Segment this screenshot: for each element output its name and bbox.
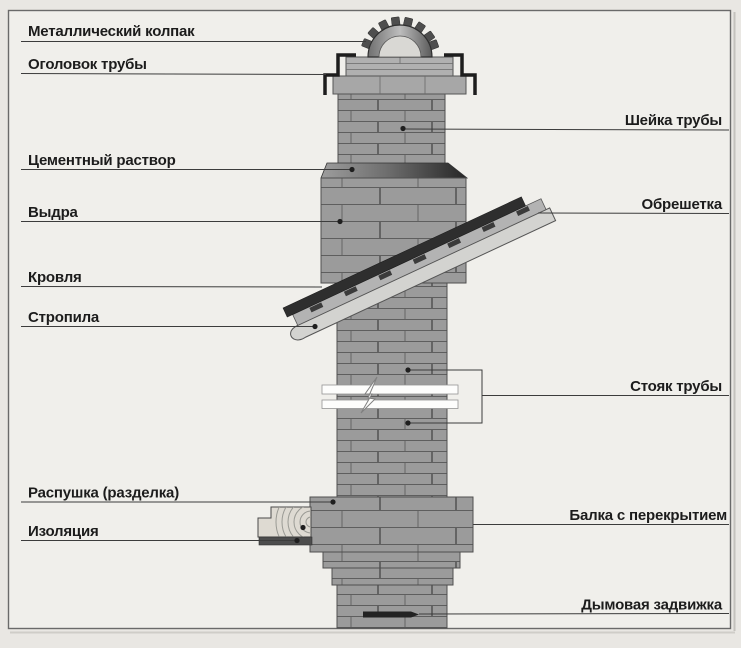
leader-roofing (21, 287, 322, 288)
raspushka-step-1 (323, 552, 460, 568)
label-insulation: Изоляция (28, 523, 99, 540)
label-roofing: Кровля (28, 269, 82, 286)
crown-step-top (346, 57, 453, 76)
raspushka-step-2 (332, 568, 453, 585)
leader-smoke-damper (419, 614, 729, 615)
label-cement-mortar: Цементный раствор (28, 152, 176, 169)
break-band-bottom (322, 400, 458, 409)
dot-chimney-neck (400, 126, 405, 131)
dot-beam (300, 525, 305, 530)
raspushka-masonry (310, 497, 473, 552)
dot-raspushka (330, 499, 335, 504)
smoke-damper-bar (363, 612, 419, 618)
label-raspushka: Распушка (разделка) (28, 484, 179, 502)
leader-lathing (538, 213, 729, 214)
label-rafters: Стропила (28, 309, 100, 326)
label-smoke-damper: Дымовая задвижка (581, 596, 722, 614)
label-metal-cap: Металлический колпак (28, 23, 195, 40)
break-band-top (322, 385, 458, 394)
dot-rafters (312, 324, 317, 329)
label-chimney-crown: Оголовок трубы (28, 56, 147, 73)
dot-cement-mortar (349, 167, 354, 172)
crown-step-bottom (333, 76, 466, 94)
label-beam-with-floor: Балка с перекрытием (569, 507, 727, 524)
label-lathing: Обрешетка (641, 196, 722, 213)
dot-insulation (294, 538, 299, 543)
label-vydra: Выдра (28, 204, 78, 221)
dot-vydra (337, 219, 342, 224)
label-chimney-neck: Шейка трубы (624, 112, 722, 129)
dot-riser-bottom (405, 420, 410, 425)
label-chimney-riser: Стояк трубы (630, 378, 722, 395)
cement-mortar-cap (321, 163, 467, 178)
dot-riser-top (405, 367, 410, 372)
